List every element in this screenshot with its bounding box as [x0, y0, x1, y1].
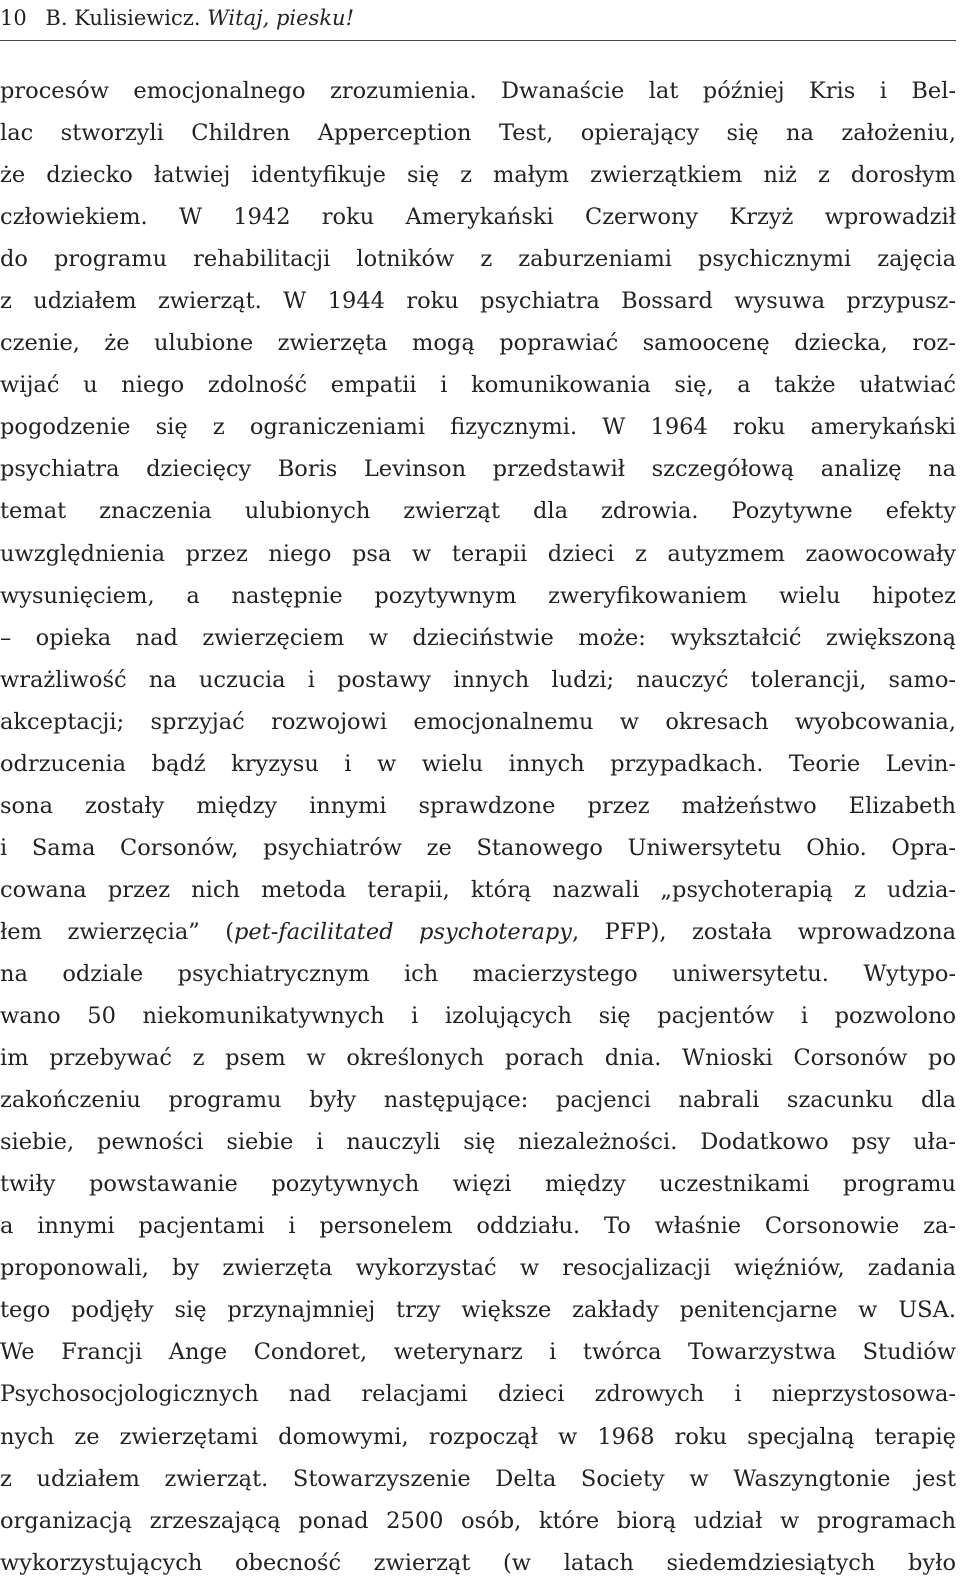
text-line: sona zostały między innymi sprawdzone przez małżeństwo Elizabeth [0, 792, 956, 819]
text-line: wano 50 niekomunikatywnych i izolujących się pacjentów i pozwolono [0, 1003, 956, 1030]
running-title-author: B. Kulisiewicz. [45, 6, 201, 30]
text-line-with-italic-term [0, 911, 956, 953]
text-line: im przebywać z psem w określonych porach dnia. Wnioski Corsonów po [0, 1045, 956, 1072]
text-line: akceptacji; sprzyjać rozwojowi emocjonalnemu w okresach wyobcowania, [0, 708, 956, 735]
text-line: tego podjęły się przynajmniej trzy większe zakłady penitencjarne w USA. [0, 1297, 956, 1324]
text-line: zakończeniu programu były następujące: pacjenci nabrali szacunku dla [0, 1087, 956, 1114]
text-line: wysunięciem, a następnie pozytywnym zweryfikowaniem wielu hipotez [0, 582, 956, 609]
text-line: czenie, że ulubione zwierzęta mogą poprawiać samoocenę dziecka, roz- [0, 330, 956, 357]
text-line: temat znaczenia ulubionych zwierząt dla zdrowia. Pozytywne efekty [0, 498, 956, 525]
text-line: We Francji Ange Condoret, weterynarz i twórca Towarzystwa Studiów [0, 1339, 956, 1366]
text-line: wykorzystujących obecność zwierząt (w latach siedemdziesiątych było [0, 1549, 956, 1576]
text-line: do programu rehabilitacji lotników z zaburzeniami psychicznymi zajęcia [0, 246, 956, 273]
text-line: wijać u niego zdolność empatii i komunikowania się, a także ułatwiać [0, 372, 956, 399]
text-line: z udziałem zwierząt. W 1944 roku psychiatra Bossard wysuwa przypusz- [0, 288, 956, 315]
text-line: organizacją zrzeszającą ponad 2500 osób, które biorą udział w programach [0, 1507, 956, 1534]
text-line: i Sama Corsonów, psychiatrów ze Stanowego Uniwersytetu Ohio. Opra- [0, 834, 956, 861]
page-number: 10 [0, 6, 27, 30]
text-line: cowana przez nich metoda terapii, którą nazwali „psychoterapią z udzia- [0, 876, 956, 903]
page-header [0, 0, 956, 41]
text-line: procesów emocjonalnego zrozumienia. Dwanaście lat później Kris i Bel- [0, 78, 956, 104]
text-line: z udziałem zwierząt. Stowarzyszenie Delta Society w Waszyngtonie jest [0, 1465, 956, 1492]
text-line: pogodzenie się z ograniczeniami fizycznymi. W 1964 roku amerykański [0, 414, 956, 441]
text-line: człowiekiem. W 1942 roku Amerykański Czerwony Krzyż wprowadził [0, 204, 956, 231]
text-line: siebie, pewności siebie i nauczyli się niezależności. Dodatkowo psy uła- [0, 1129, 956, 1156]
text-line: proponowali, by zwierzęta wykorzystać w resocjalizacji więźniów, zadania [0, 1255, 956, 1282]
text-line: że dziecko łatwiej identyfikuje się z małym zwierzątkiem niż z dorosłym [0, 162, 956, 189]
text-line: a innymi pacjentami i personelem oddziału. To właśnie Corsonowie za- [0, 1213, 956, 1240]
text-line: wrażliwość na uczucia i postawy innych ludzi; nauczyć tolerancji, samo- [0, 666, 956, 693]
text-line: nych ze zwierzętami domowymi, rozpoczął w 1968 roku specjalną terapię [0, 1423, 956, 1450]
italic-term-pfp: pet-facilitated psychoterapy [234, 918, 573, 945]
text-line: odrzucenia bądź kryzysu i w wielu innych przypadkach. Teorie Levin- [0, 750, 956, 777]
text-line: lac stworzyli Children Apperception Test, opierający się na założeniu, [0, 120, 956, 147]
body-text [0, 70, 956, 1584]
text-line: – opieka nad zwierzęciem w dzieciństwie może: wykształcić zwiększoną [0, 624, 956, 651]
text-line: Psychosocjologicznych nad relacjami dzieci zdrowych i nieprzystosowa- [0, 1381, 956, 1408]
line-segment: łem zwierzęcia” ( [0, 918, 235, 945]
running-title-book: Witaj, piesku! [207, 6, 355, 30]
text-line: uwzględnienia przez niego psa w terapii dzieci z autyzmem zaowocowały [0, 540, 956, 567]
text-line: psychiatra dziecięcy Boris Levinson przedstawił szczegółową analizę na [0, 456, 956, 483]
line-segment: , PFP), została wprowadzona [572, 918, 956, 945]
text-line: na odziale psychiatrycznym ich macierzystego uniwersytetu. Wytypo- [0, 960, 956, 987]
text-line: twiły powstawanie pozytywnych więzi między uczestnikami programu [0, 1171, 956, 1198]
